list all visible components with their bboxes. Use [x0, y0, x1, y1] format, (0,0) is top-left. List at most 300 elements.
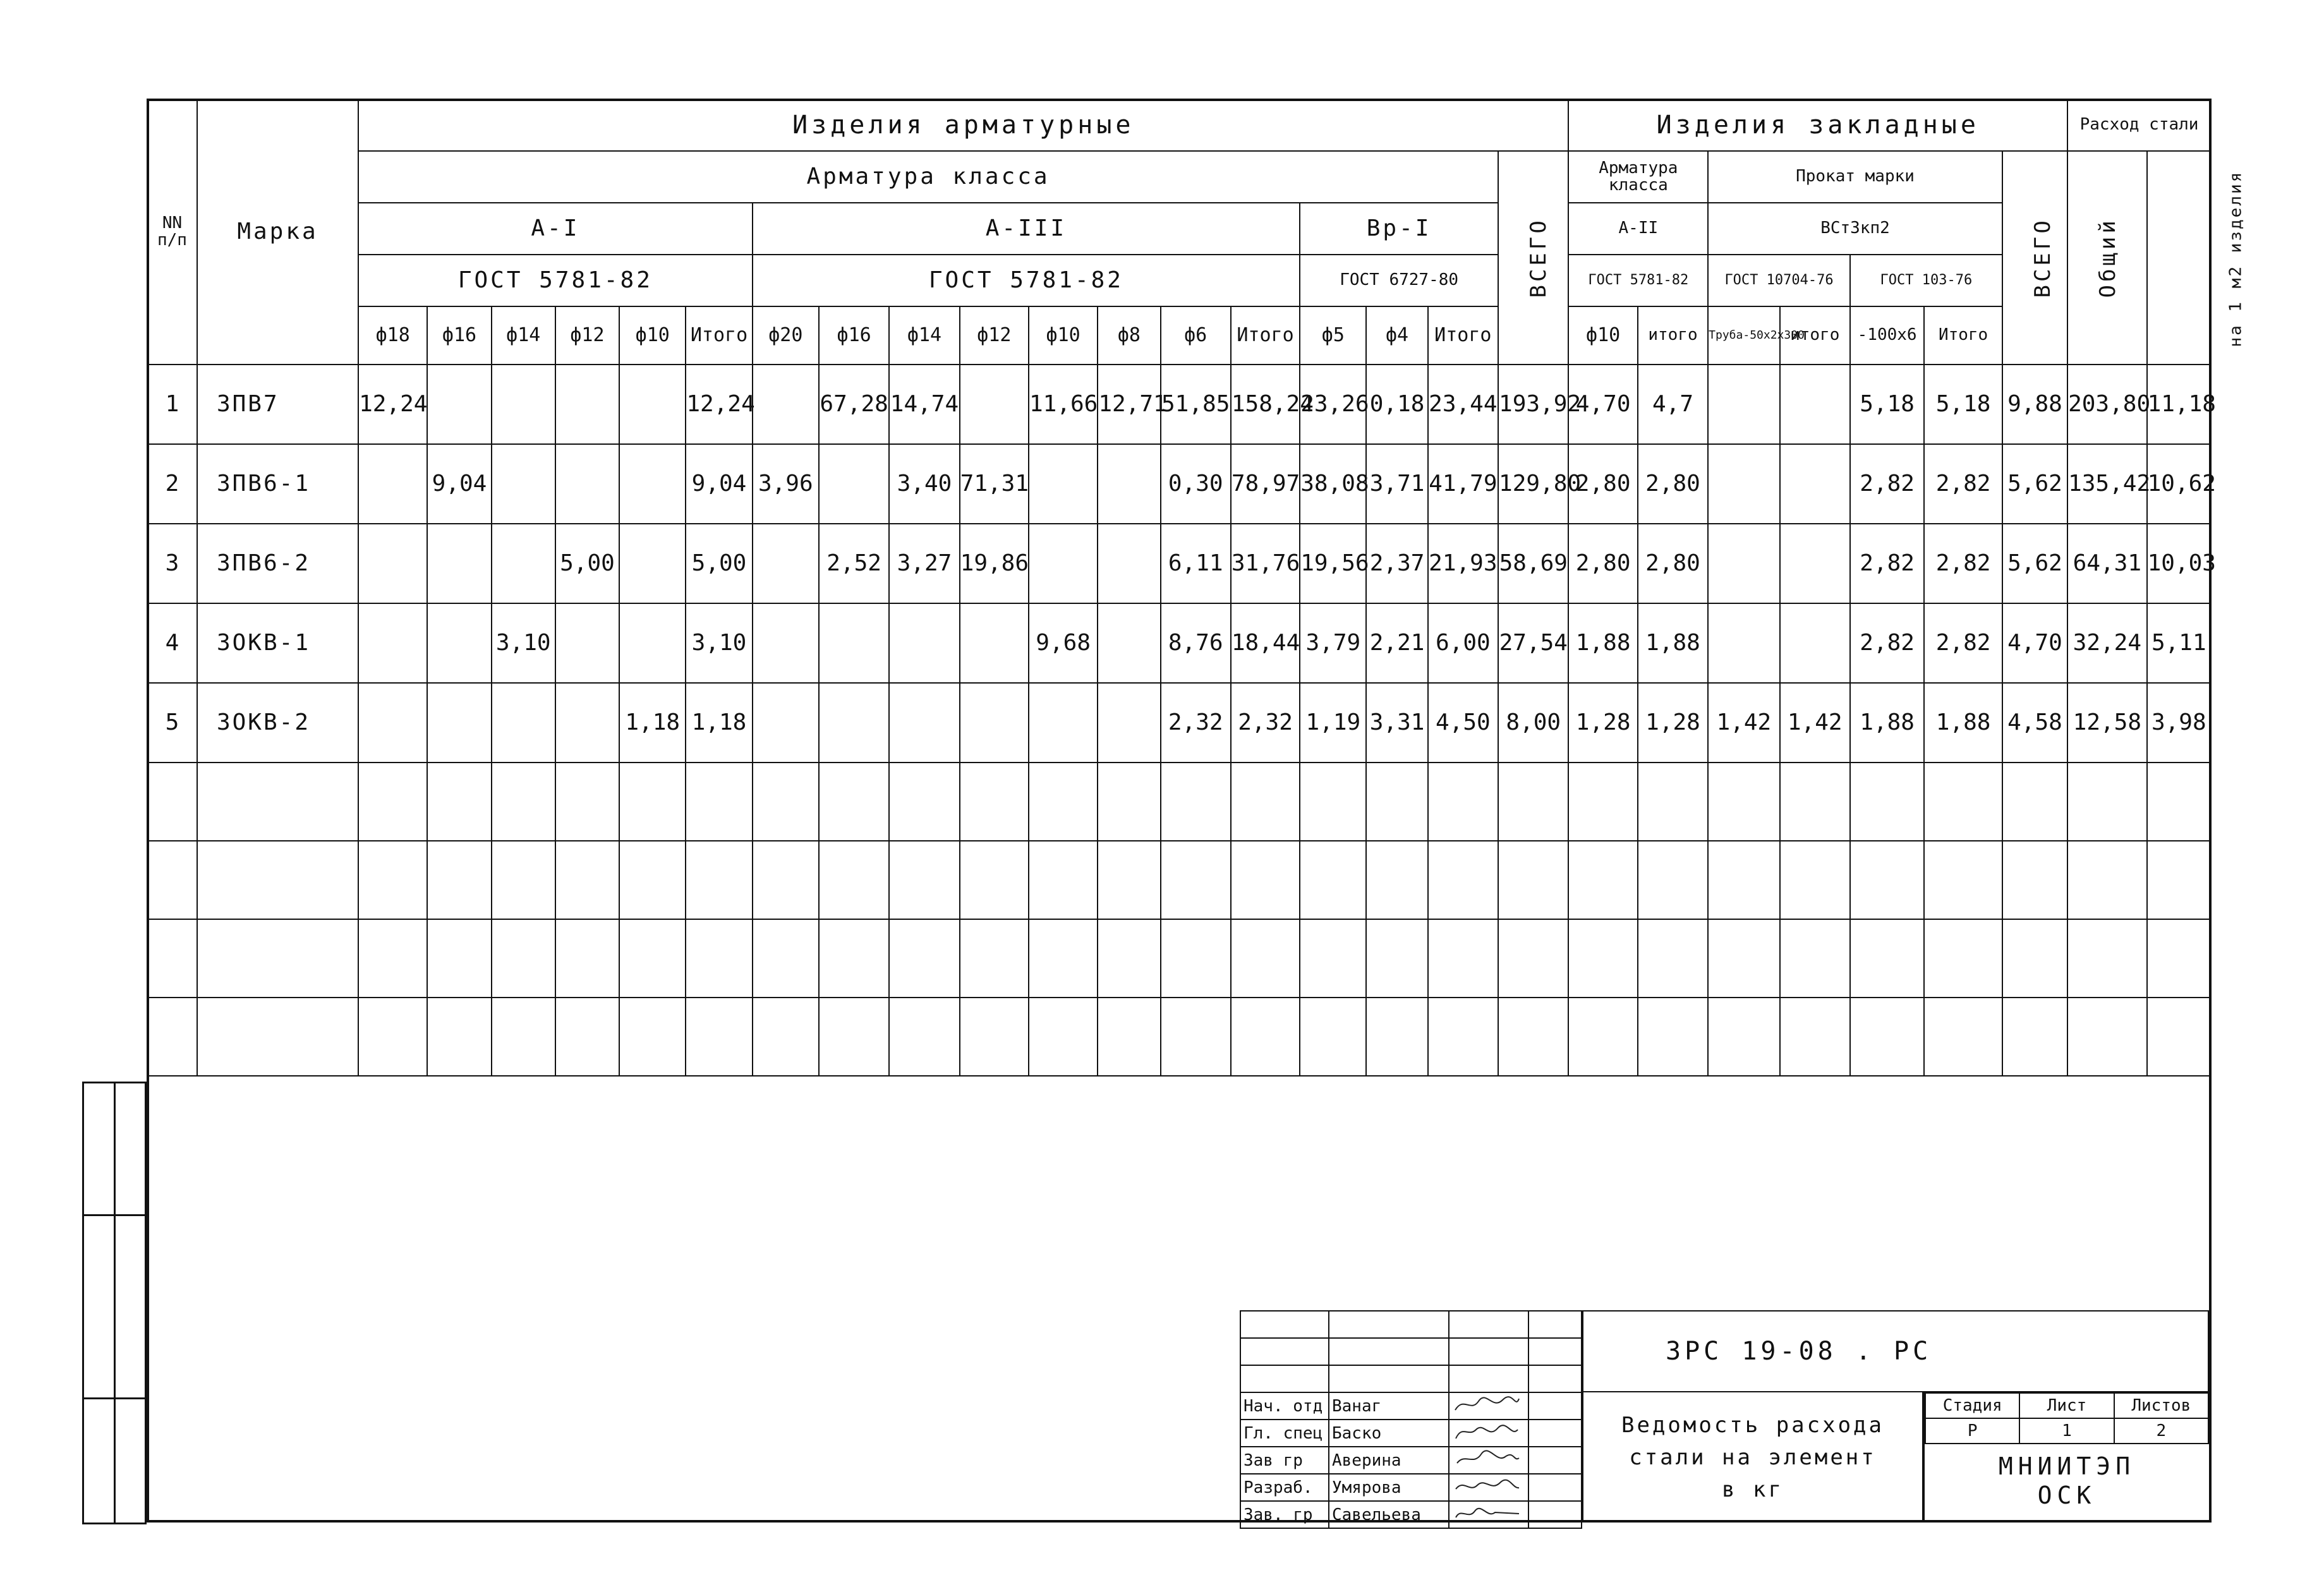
empty-cell [1231, 763, 1300, 841]
empty-cell [2147, 763, 2211, 841]
document-code: 3РС 19-08 . РС [1581, 1310, 2209, 1392]
table-cell: 0,30 [1161, 444, 1231, 524]
table-cell: 2,32 [1231, 683, 1300, 763]
empty-cell [147, 841, 197, 919]
row-number: 4 [147, 603, 197, 683]
table-cell: 5,00 [686, 524, 752, 603]
table-cell: 2,82 [1850, 603, 1924, 683]
row-mark: 3ОКВ-2 [197, 683, 358, 763]
table-cell: 27,54 [1498, 603, 1568, 683]
empty-cell [492, 763, 555, 841]
table-cell [1780, 365, 1850, 444]
table-cell: 2,80 [1568, 524, 1637, 603]
gost-a1: ГОСТ 5781-82 [358, 255, 753, 306]
table-cell [1708, 603, 1779, 683]
signature-mark [1449, 1420, 1528, 1447]
sign-role: Зав. гр [1240, 1501, 1329, 1528]
table-cell: 1,88 [1850, 683, 1924, 763]
table-cell: 8,00 [1498, 683, 1568, 763]
empty-cell [619, 998, 686, 1076]
table-cell: 3,40 [889, 444, 959, 524]
empty-cell [147, 998, 197, 1076]
empty-cell [1231, 841, 1300, 919]
sign-date [1528, 1420, 1582, 1447]
document-title-line: в кг [1722, 1476, 1784, 1502]
table-cell: 3,79 [1300, 603, 1366, 683]
empty-cell [1366, 763, 1427, 841]
table-cell: 5,18 [1850, 365, 1924, 444]
group-header-steel-consumption: Расход стали [2067, 99, 2211, 151]
empty-cell [1231, 919, 1300, 998]
empty-cell [819, 841, 889, 919]
empty-cell [1850, 998, 1924, 1076]
table-row [147, 524, 2211, 603]
table-cell: 2,82 [1924, 524, 2002, 603]
empty-cell [2002, 998, 2067, 1076]
table-cell: 31,76 [1231, 524, 1300, 603]
strip-cell [83, 1215, 115, 1399]
gost-a3: ГОСТ 5781-82 [753, 255, 1300, 306]
steel-spec-table [147, 99, 2245, 1076]
empty-cell [753, 763, 819, 841]
class-bp1: Вр-I [1300, 203, 1498, 255]
table-cell: 19,56 [1300, 524, 1366, 603]
empty-cell [2002, 763, 2067, 841]
sign-name: Баско [1329, 1420, 1449, 1447]
table-cell: 19,86 [960, 524, 1029, 603]
table-cell: 10,03 [2147, 524, 2211, 603]
sign-empty [1240, 1311, 1329, 1338]
row-number: 1 [147, 365, 197, 444]
empty-cell [197, 998, 358, 1076]
strip-cell [114, 1399, 146, 1524]
empty-cell [1098, 998, 1160, 1076]
empty-cell [492, 919, 555, 998]
organization-line: МНИИТЭП [1998, 1452, 2136, 1481]
col-d12: ф12 [960, 306, 1029, 365]
empty-cell [619, 841, 686, 919]
gost-bp1: ГОСТ 6727-80 [1300, 255, 1498, 306]
sign-empty [1240, 1365, 1329, 1392]
table-cell: 32,24 [2067, 603, 2147, 683]
col-d16: ф16 [819, 306, 889, 365]
table-cell [753, 603, 819, 683]
table-cell: 1,88 [1638, 603, 1708, 683]
col-d18: ф18 [358, 306, 427, 365]
table-cell: 18,44 [1231, 603, 1300, 683]
empty-cell [427, 919, 491, 998]
empty-cell [492, 841, 555, 919]
table-cell [555, 683, 619, 763]
binding-strip [82, 1082, 147, 1523]
table-cell: 0,18 [1366, 365, 1427, 444]
empty-cell [1498, 763, 1568, 841]
empty-cell [1029, 919, 1098, 998]
table-cell: 1,19 [1300, 683, 1366, 763]
table-cell: 2,80 [1638, 524, 1708, 603]
table-cell [492, 444, 555, 524]
sheets-label: Листов [2114, 1393, 2208, 1418]
table-cell [1708, 444, 1779, 524]
col-d12: ф12 [555, 306, 619, 365]
col-header-total: ВСЕГО [1498, 151, 1568, 365]
empty-cell [619, 919, 686, 998]
table-cell: 23,26 [1300, 365, 1366, 444]
table-cell [427, 524, 491, 603]
empty-cell [960, 763, 1029, 841]
empty-cell [358, 919, 427, 998]
col-d8: ф8 [1098, 306, 1160, 365]
col-d4: ф4 [1366, 306, 1427, 365]
col-emb-strip: -100х6 [1850, 306, 1924, 365]
signature-mark [1449, 1392, 1528, 1420]
empty-cell [889, 998, 959, 1076]
strip-cell [114, 1083, 146, 1215]
empty-cell [1366, 998, 1427, 1076]
sign-empty [1329, 1338, 1449, 1365]
empty-cell [1300, 998, 1366, 1076]
table-cell [1029, 524, 1098, 603]
table-cell [619, 365, 686, 444]
table-cell: 64,31 [2067, 524, 2147, 603]
empty-row [147, 919, 2211, 998]
empty-cell [358, 841, 427, 919]
emb-steel-grade: ВСт3кп2 [1708, 203, 2002, 255]
empty-cell [358, 763, 427, 841]
empty-cell [2147, 919, 2211, 998]
emb-gost-5781: ГОСТ 5781-82 [1568, 255, 1708, 306]
empty-cell [1428, 919, 1498, 998]
empty-cell [1029, 998, 1098, 1076]
table-cell: 41,79 [1428, 444, 1498, 524]
table-cell [1708, 524, 1779, 603]
empty-cell [1924, 998, 2002, 1076]
table-cell: 3,10 [492, 603, 555, 683]
empty-cell [1428, 763, 1498, 841]
signature-table [1240, 1310, 1582, 1529]
table-cell [1098, 603, 1160, 683]
table-cell: 6,00 [1428, 603, 1498, 683]
table-cell: 2,82 [1850, 524, 1924, 603]
document-title-line: стали на элемент [1629, 1444, 1877, 1470]
empty-cell [1161, 841, 1231, 919]
col-header-nn: NN п/п [147, 99, 197, 365]
organization-line: ОСК [2037, 1481, 2097, 1509]
empty-cell [819, 998, 889, 1076]
table-cell: 2,21 [1366, 603, 1427, 683]
empty-cell [960, 841, 1029, 919]
row-mark: 3ПВ6-1 [197, 444, 358, 524]
empty-cell [686, 919, 752, 998]
empty-cell [2147, 841, 2211, 919]
empty-cell [889, 841, 959, 919]
empty-cell [555, 919, 619, 998]
col-d14: ф14 [889, 306, 959, 365]
empty-cell [1780, 841, 1850, 919]
row-number: 3 [147, 524, 197, 603]
table-cell: 1,18 [686, 683, 752, 763]
table-cell: 4,70 [2002, 603, 2067, 683]
table-cell: 11,18 [2147, 365, 2211, 444]
class-a1: А-I [358, 203, 753, 255]
empty-cell [2002, 919, 2067, 998]
sign-role: Разраб. [1240, 1474, 1329, 1501]
empty-cell [427, 998, 491, 1076]
table-cell: 38,08 [1300, 444, 1366, 524]
sign-empty [1449, 1338, 1528, 1365]
empty-cell [1708, 919, 1779, 998]
sign-role: Зав гр [1240, 1447, 1329, 1474]
sign-name: Аверина [1329, 1447, 1449, 1474]
empty-cell [960, 998, 1029, 1076]
empty-cell [1924, 763, 2002, 841]
table-cell: 12,24 [358, 365, 427, 444]
table-cell: 2,52 [819, 524, 889, 603]
table-cell [427, 365, 491, 444]
empty-cell [2067, 998, 2147, 1076]
col-header-per-m2: на 1 м2 изделия [2147, 151, 2211, 365]
table-cell [492, 524, 555, 603]
table-cell: 2,32 [1161, 683, 1231, 763]
table-cell: 2,37 [1366, 524, 1427, 603]
empty-cell [1498, 841, 1568, 919]
table-cell [619, 444, 686, 524]
empty-cell [1638, 919, 1708, 998]
sign-empty [1449, 1311, 1528, 1338]
empty-cell [1029, 841, 1098, 919]
table-cell: 9,68 [1029, 603, 1098, 683]
table-cell: 135,42 [2067, 444, 2147, 524]
empty-row [147, 841, 2211, 919]
table-cell: 8,76 [1161, 603, 1231, 683]
table-cell: 3,31 [1366, 683, 1427, 763]
empty-cell [1428, 841, 1498, 919]
row-number: 5 [147, 683, 197, 763]
table-cell: 1,88 [1924, 683, 2002, 763]
table-cell [819, 603, 889, 683]
empty-cell [2067, 919, 2147, 998]
table-cell [619, 524, 686, 603]
table-cell: 12,24 [686, 365, 752, 444]
row-number: 2 [147, 444, 197, 524]
empty-cell [358, 998, 427, 1076]
empty-cell [1498, 919, 1568, 998]
table-cell: 51,85 [1161, 365, 1231, 444]
empty-cell [197, 919, 358, 998]
table-cell [358, 444, 427, 524]
empty-cell [555, 998, 619, 1076]
table-cell: 3,27 [889, 524, 959, 603]
empty-cell [1366, 841, 1427, 919]
table-cell [358, 524, 427, 603]
empty-cell [555, 763, 619, 841]
col-d10: ф10 [1029, 306, 1098, 365]
empty-cell [492, 998, 555, 1076]
table-cell [819, 683, 889, 763]
sign-name: Савельева [1329, 1501, 1449, 1528]
table-cell: 6,11 [1161, 524, 1231, 603]
empty-cell [1780, 763, 1850, 841]
empty-cell [619, 763, 686, 841]
empty-cell [753, 998, 819, 1076]
empty-cell [1568, 841, 1637, 919]
table-cell: 11,66 [1029, 365, 1098, 444]
sheets-value: 2 [2114, 1418, 2208, 1444]
table-cell [960, 365, 1029, 444]
empty-cell [1029, 763, 1098, 841]
table-cell [555, 444, 619, 524]
signature-scribble [1452, 1394, 1522, 1415]
empty-cell [2067, 763, 2147, 841]
table-cell: 71,31 [960, 444, 1029, 524]
col-emb-subtotal-pipe: итого [1780, 306, 1850, 365]
col-d20: ф20 [753, 306, 819, 365]
sign-date [1528, 1501, 1582, 1528]
table-cell: 5,62 [2002, 444, 2067, 524]
stage-label: Стадия [1925, 1393, 2019, 1418]
empty-cell [197, 841, 358, 919]
table-cell: 3,96 [753, 444, 819, 524]
table-cell: 67,28 [819, 365, 889, 444]
empty-cell [1300, 919, 1366, 998]
signature-scribble [1452, 1448, 1522, 1469]
emb-class-a2: А-II [1568, 203, 1708, 255]
table-cell: 2,82 [1850, 444, 1924, 524]
class-a3: А-III [753, 203, 1300, 255]
row-mark: 3ОКВ-1 [197, 603, 358, 683]
table-cell: 2,82 [1924, 444, 2002, 524]
empty-cell [1300, 841, 1366, 919]
table-row [147, 683, 2211, 763]
stage-sheet-block [1922, 1392, 2209, 1523]
table-cell [1708, 365, 1779, 444]
sign-empty [1528, 1338, 1582, 1365]
table-cell: 1,42 [1708, 683, 1779, 763]
table-cell: 158,24 [1231, 365, 1300, 444]
table-row [147, 603, 2211, 683]
subheader-armature-class: Арматура класса [358, 151, 1498, 203]
col-d14: ф14 [492, 306, 555, 365]
signature-scribble [1452, 1475, 1522, 1497]
empty-cell [1850, 841, 1924, 919]
table-cell [819, 444, 889, 524]
col-emb-pipe: Труба-50х2х300 [1708, 306, 1779, 365]
table-cell [1780, 603, 1850, 683]
table-cell [492, 365, 555, 444]
stage-value: Р [1925, 1418, 2019, 1444]
sign-empty [1329, 1365, 1449, 1392]
table-cell [753, 524, 819, 603]
signature-scribble [1452, 1421, 1522, 1442]
table-cell: 5,00 [555, 524, 619, 603]
empty-cell [1638, 998, 1708, 1076]
table-cell: 23,44 [1428, 365, 1498, 444]
table-cell [960, 683, 1029, 763]
empty-cell [753, 841, 819, 919]
table-cell [619, 603, 686, 683]
col-subtotal-a3: Итого [1231, 306, 1300, 365]
empty-cell [2147, 998, 2211, 1076]
table-cell: 2,80 [1638, 444, 1708, 524]
col-d6: ф6 [1161, 306, 1231, 365]
table-cell: 3,71 [1366, 444, 1427, 524]
empty-cell [1708, 841, 1779, 919]
table-cell [358, 683, 427, 763]
empty-cell [960, 919, 1029, 998]
sign-role: Нач. отд [1240, 1392, 1329, 1420]
sheet-label: Лист [2019, 1393, 2114, 1418]
empty-cell [819, 763, 889, 841]
subheader-rolled-brand: Прокат марки [1708, 151, 2002, 203]
empty-cell [1098, 919, 1160, 998]
empty-cell [1366, 919, 1427, 998]
document-title [1581, 1392, 1922, 1523]
table-cell: 9,88 [2002, 365, 2067, 444]
table-cell: 1,42 [1780, 683, 1850, 763]
table-cell: 4,50 [1428, 683, 1498, 763]
sign-date [1528, 1447, 1582, 1474]
empty-cell [1161, 998, 1231, 1076]
empty-cell [1161, 763, 1231, 841]
table-cell: 3,98 [2147, 683, 2211, 763]
col-subtotal-bp1: Итого [1428, 306, 1498, 365]
table-cell [1029, 683, 1098, 763]
empty-cell [1568, 998, 1637, 1076]
empty-cell [1568, 763, 1637, 841]
empty-cell [686, 763, 752, 841]
empty-cell [1638, 763, 1708, 841]
empty-row [147, 763, 2211, 841]
table-row [147, 444, 2211, 524]
strip-cell [114, 1215, 146, 1399]
col-emb-subtotal-strip: Итого [1924, 306, 2002, 365]
group-header-embedded-products: Изделия закладные [1568, 99, 2067, 151]
table-cell: 14,74 [889, 365, 959, 444]
table-cell: 3,10 [686, 603, 752, 683]
table-cell: 10,62 [2147, 444, 2211, 524]
empty-cell [555, 841, 619, 919]
empty-cell [2002, 841, 2067, 919]
sign-empty [1528, 1311, 1582, 1338]
col-header-mark: Марка [197, 99, 358, 365]
table-cell [492, 683, 555, 763]
table-cell: 1,28 [1568, 683, 1637, 763]
table-cell: 2,80 [1568, 444, 1637, 524]
signature-mark [1449, 1474, 1528, 1501]
sign-name: Ванаг [1329, 1392, 1449, 1420]
empty-cell [1498, 998, 1568, 1076]
sign-date [1528, 1392, 1582, 1420]
table-cell [1098, 524, 1160, 603]
emb-gost-10704: ГОСТ 10704-76 [1708, 255, 1850, 306]
organization [1925, 1440, 2209, 1523]
table-cell [427, 603, 491, 683]
empty-cell [1638, 841, 1708, 919]
empty-cell [1098, 763, 1160, 841]
table-cell: 2,82 [1924, 603, 2002, 683]
table-cell [1780, 444, 1850, 524]
sign-empty [1240, 1338, 1329, 1365]
sign-empty [1329, 1311, 1449, 1338]
empty-cell [889, 919, 959, 998]
table-cell [1780, 524, 1850, 603]
signature-mark [1449, 1447, 1528, 1474]
table-cell: 12,71 [1098, 365, 1160, 444]
empty-cell [889, 763, 959, 841]
table-row [147, 365, 2211, 444]
table-cell [427, 683, 491, 763]
col-emb-subtotal-a2: итого [1638, 306, 1708, 365]
